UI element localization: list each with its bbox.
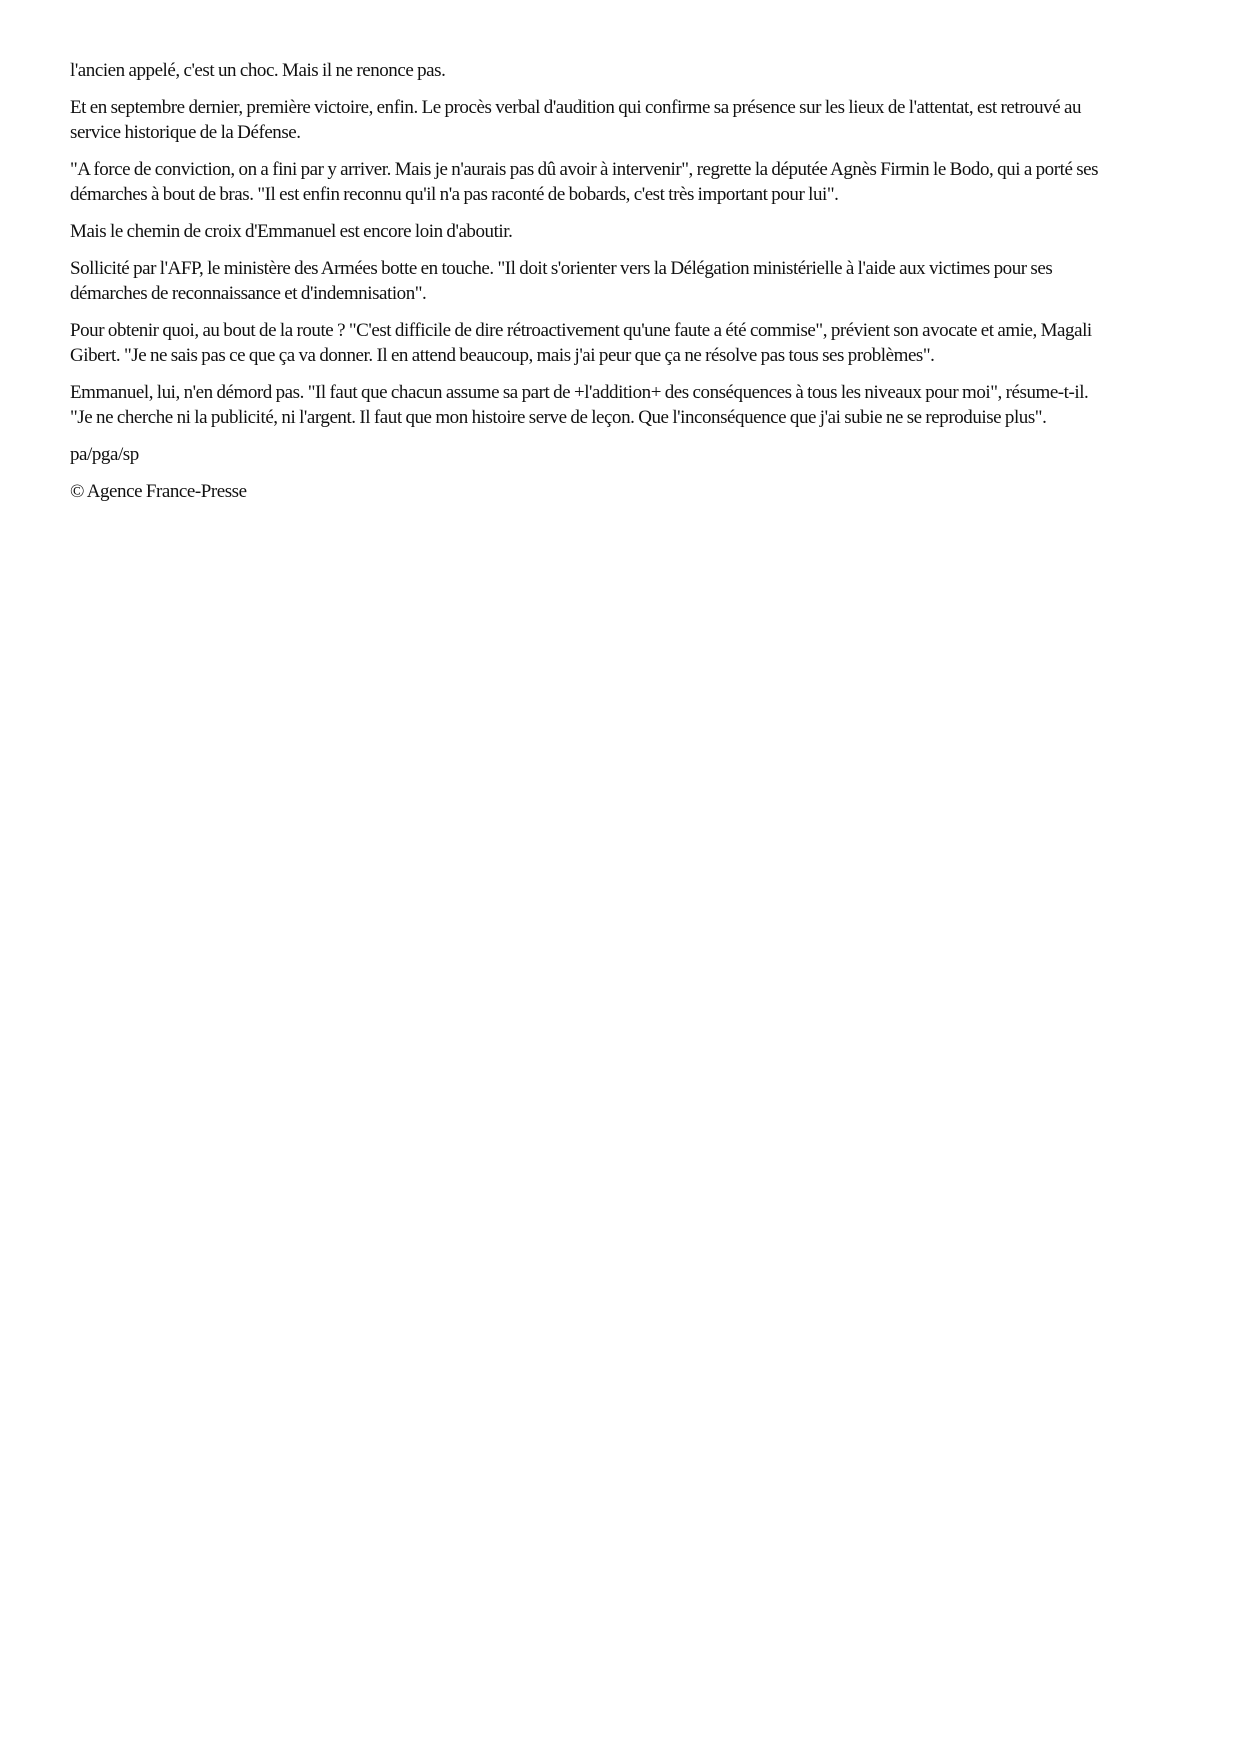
text-line: l'ancien appelé, c'est un choc. Mais il ne renonce pas.: [70, 60, 446, 81]
text-line: Pour obtenir quoi, au bout de la route ? "C'est difficile de dire rétroactivement qu'une faute a été commise", prévient son avocate et amie, Magali: [70, 320, 1092, 341]
text-line: © Agence France-Presse: [70, 481, 247, 502]
text-line: Et en septembre dernier, première victoire, enfin. Le procès verbal d'audition qui confirme sa présence sur les lieux de l'attentat, est retrouvé au: [70, 97, 1082, 118]
text-line: démarches de reconnaissance et d'indemnisation".: [70, 283, 427, 304]
paragraph-chemin-de-croix: [70, 219, 1180, 244]
text-line: service historique de la Défense.: [70, 122, 301, 143]
byline-initials: [70, 442, 1180, 467]
copyright-notice: [70, 479, 1180, 504]
paragraph-ministry-response: [70, 256, 1180, 306]
text-line: démarches à bout de bras. "Il est enfin reconnu qu'il n'a pas raconté de bobards, c'est très important pour lui".: [70, 184, 839, 205]
text-line: "A force de conviction, on a fini par y arriver. Mais je n'aurais pas dû avoir à intervenir", regrette la députée Agnès Firmin le Bodo, qui a porté ses: [70, 159, 1099, 180]
paragraph-deputy-quote: [70, 157, 1180, 207]
text-line: Gibert. "Je ne sais pas ce que ça va donner. Il en attend beaucoup, mais j'ai peur que ça ne résolve pas tous ses problèmes".: [70, 345, 935, 366]
text-line: "Je ne cherche ni la publicité, ni l'argent. Il faut que mon histoire serve de leçon. Que l'inconséquence que j'ai subie ne se reproduise plus".: [70, 407, 1047, 428]
paragraph-intro-end: [70, 58, 1180, 83]
text-line: Sollicité par l'AFP, le ministère des Armées botte en touche. "Il doit s'orienter vers la Délégation ministérielle à l'aide aux victimes pour ses: [70, 258, 1053, 279]
text-line: pa/pga/sp: [70, 444, 139, 465]
paragraph-first-victory: [70, 95, 1180, 145]
paragraph-lawyer-quote: [70, 318, 1180, 368]
paragraph-emmanuel-quote: [70, 380, 1180, 430]
document-page: [70, 58, 1180, 516]
text-line: Emmanuel, lui, n'en démord pas. "Il faut que chacun assume sa part de +l'addition+ des conséquences à tous les niveaux pour moi", résume-t-il.: [70, 382, 1089, 403]
text-line: Mais le chemin de croix d'Emmanuel est encore loin d'aboutir.: [70, 221, 513, 242]
